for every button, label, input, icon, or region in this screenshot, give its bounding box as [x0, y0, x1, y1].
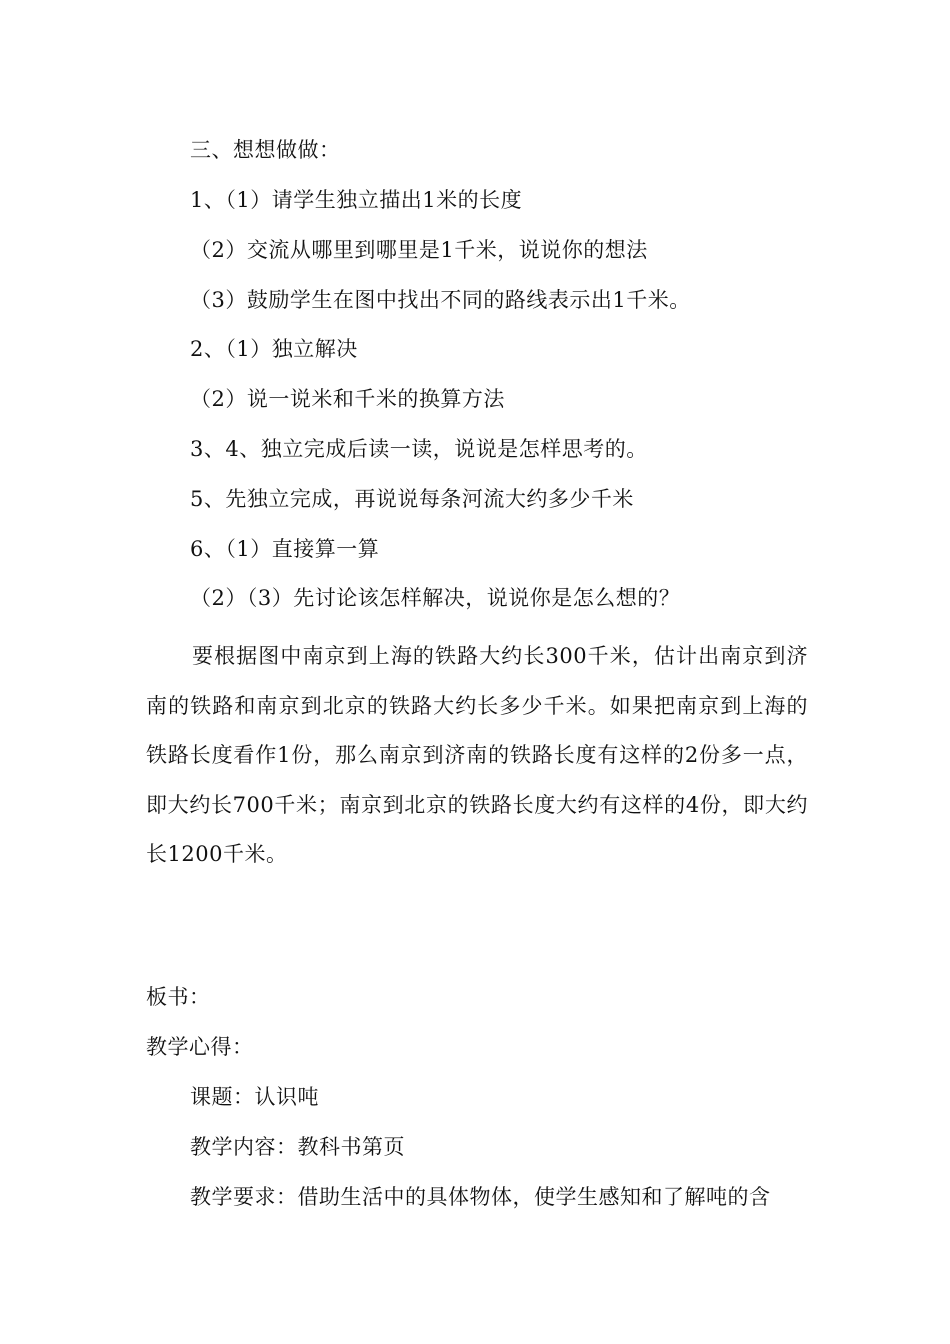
- list-item: 3、4、独立完成后读一读，说说是怎样思考的。: [190, 437, 648, 461]
- list-item: 1、（1）请学生独立描出1米的长度: [190, 188, 523, 212]
- reflection-label: 教学心得：: [146, 1035, 254, 1059]
- list-item: 5、先独立完成，再说说每条河流大约多少千米: [190, 487, 634, 511]
- lesson-requirement: 教学要求：借助生活中的具体物体，使学生感知和了解吨的含: [190, 1185, 771, 1209]
- board-label: 板书：: [146, 985, 211, 1009]
- list-item: （2）（3）先讨论该怎样解决，说说你是怎么想的？: [190, 586, 681, 610]
- list-item: （2）交流从哪里到哪里是1千米，说说你的想法: [190, 238, 648, 262]
- explanation-paragraph: 要根据图中南京到上海的铁路大约长300千米，估计出南京到济南的铁路和南京到北京的铁路大约长多少千米。如果把南京到上海的铁路长度看作1份，那么南京到济南的铁路长度有这样的2份多一点，即大约长700千米；南京到北京的铁路长度大约有这样的4份，即大约长1200千米。: [146, 644, 808, 866]
- list-item: （3）鼓励学生在图中找出不同的路线表示出1千米。: [190, 288, 691, 312]
- section-heading: 三、想想做做：: [190, 138, 341, 162]
- list-item: 2、（1）独立解决: [190, 337, 358, 361]
- lesson-topic: 课题：认识吨: [190, 1085, 319, 1109]
- list-item: 6、（1）直接算一算: [190, 537, 380, 561]
- lesson-content: 教学内容：教科书第页: [190, 1135, 405, 1159]
- list-item: （2）说一说米和千米的换算方法: [190, 387, 505, 411]
